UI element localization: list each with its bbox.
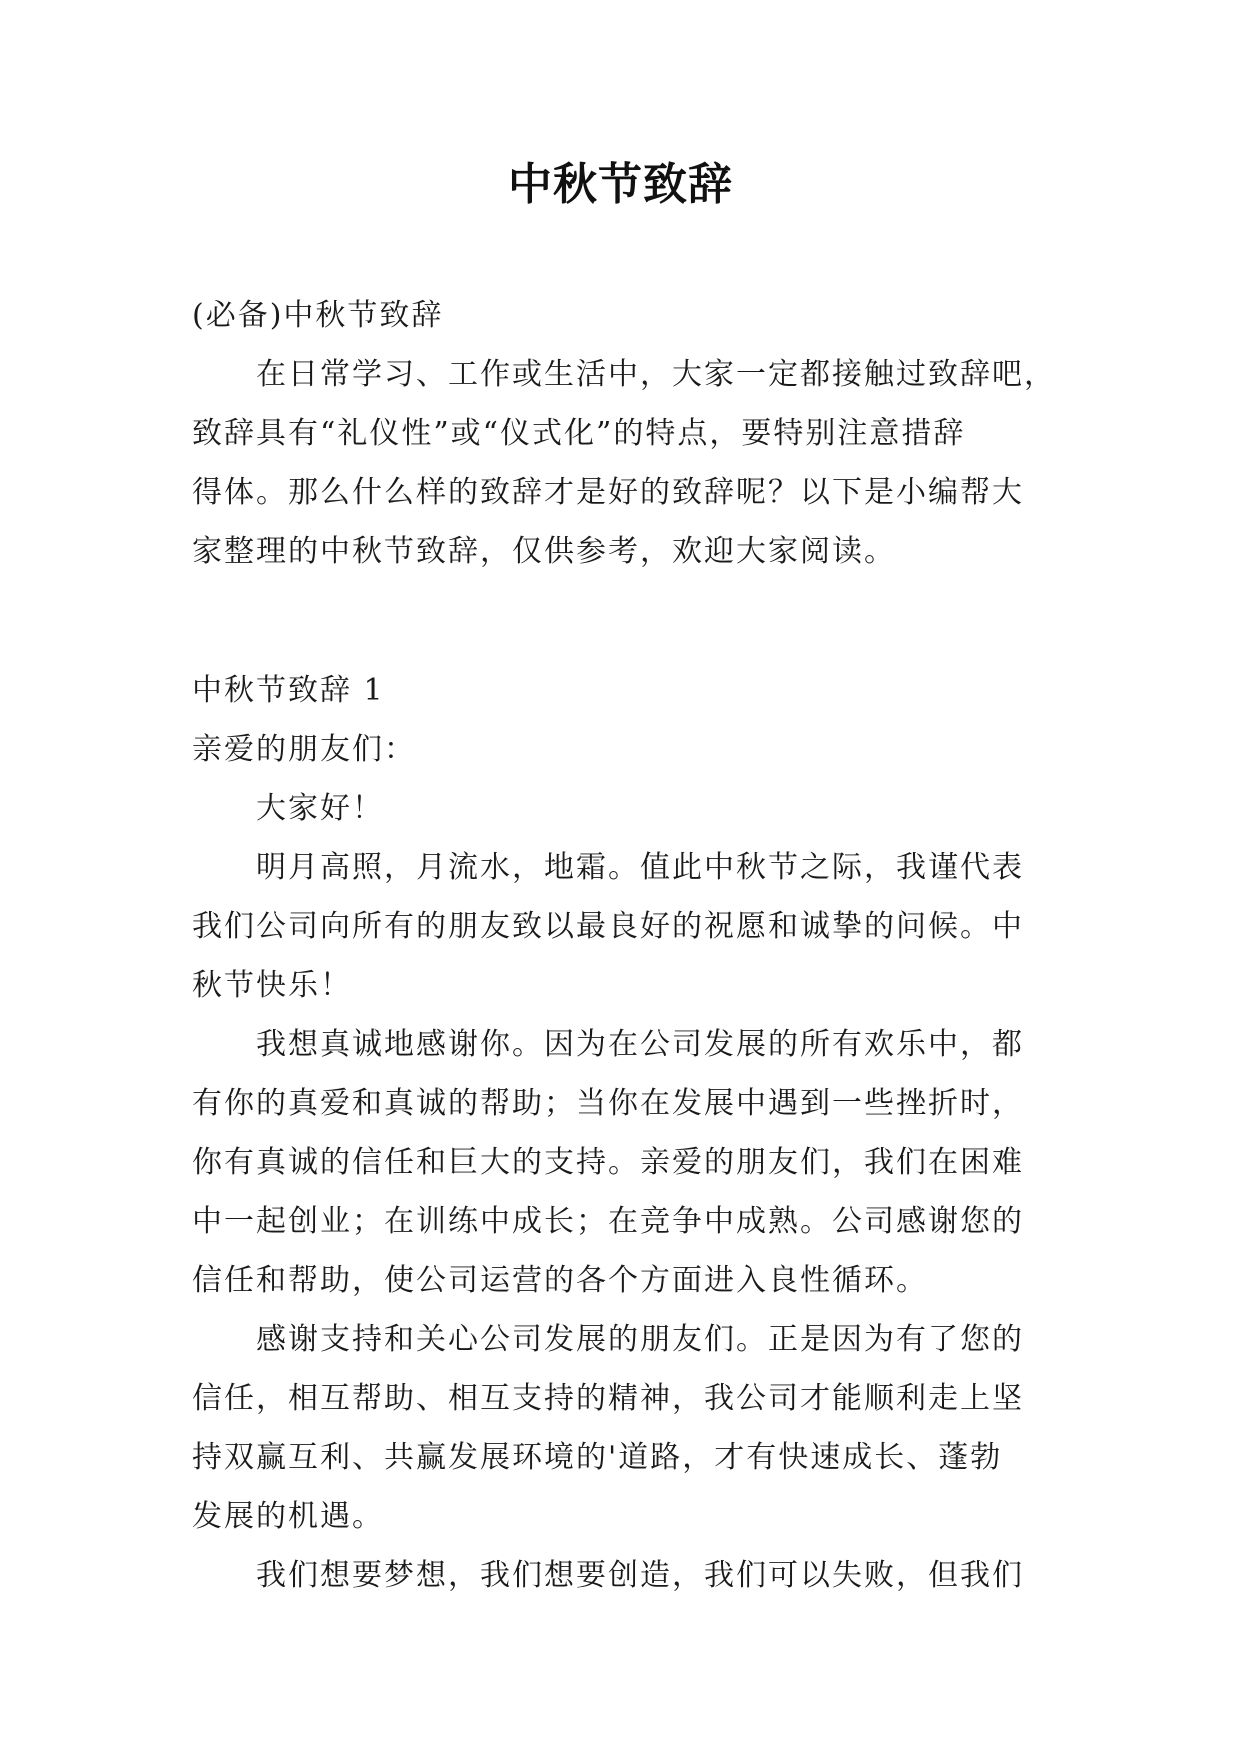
paragraph-line: 持双赢互利、共赢发展环境的'道路，才有快速成长、蓬勃 <box>192 1440 1003 1475</box>
paragraph <box>192 1015 1057 1310</box>
salutation: 亲爱的朋友们： <box>192 732 416 767</box>
paragraph-line: 你有真诚的信任和巨大的支持。亲爱的朋友们，我们在困难 <box>192 1145 1024 1180</box>
greeting: 大家好！ <box>256 791 384 826</box>
paragraph <box>192 838 1057 1015</box>
paragraph-line: 家整理的中秋节致辞，仅供参考，欢迎大家阅读。 <box>192 534 896 569</box>
paragraph <box>192 1310 1057 1546</box>
paragraph-line: 我想真诚地感谢你。因为在公司发展的所有欢乐中，都 <box>256 1027 1024 1062</box>
paragraph-line: 在日常学习、工作或生活中，大家一定都接触过致辞吧， <box>256 357 1056 392</box>
intro-paragraph <box>192 345 1057 581</box>
paragraph-line: 我们公司向所有的朋友致以最良好的祝愿和诚挚的问候。中 <box>192 909 1024 944</box>
paragraph-line: 中一起创业；在训练中成长；在竞争中成熟。公司感谢您的 <box>192 1204 1024 1239</box>
paragraph-line: 信任，相互帮助、相互支持的精神，我公司才能顺利走上坚 <box>192 1381 1024 1416</box>
intro-label: (必备)中秋节致辞 <box>192 298 444 333</box>
paragraph-line: 信任和帮助，使公司运营的各个方面进入良性循环。 <box>192 1263 928 1298</box>
paragraph-line: 感谢支持和关心公司发展的朋友们。正是因为有了您的 <box>256 1322 1024 1357</box>
section-spacer <box>192 581 1057 661</box>
paragraph-line: 秋节快乐！ <box>192 968 352 1003</box>
paragraph-line: 有你的真爱和真诚的帮助；当你在发展中遇到一些挫折时， <box>192 1086 1024 1121</box>
section-heading: 中秋节致辞 1 <box>192 673 385 708</box>
paragraph-line: 致辞具有“礼仪性”或“仪式化”的特点，要特别注意措辞 <box>192 416 966 451</box>
paragraph-line: 我们想要梦想，我们想要创造，我们可以失败，但我们 <box>256 1558 1024 1593</box>
paragraph-line: 得体。那么什么样的致辞才是好的致辞呢？以下是小编帮大 <box>192 475 1024 510</box>
page-title: 中秋节致辞 <box>508 159 733 210</box>
paragraph-line: 明月高照，月流水，地霜。值此中秋节之际，我谨代表 <box>256 850 1024 885</box>
paragraph <box>192 1546 1057 1605</box>
document-body <box>192 286 1057 1605</box>
paragraph-line: 发展的机遇。 <box>192 1499 384 1534</box>
